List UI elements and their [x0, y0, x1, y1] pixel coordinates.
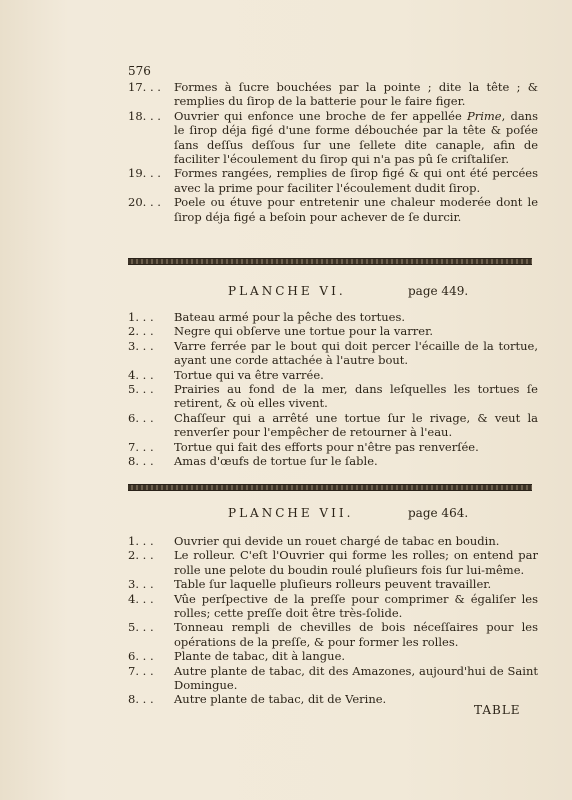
- list-item: [128, 440, 538, 454]
- item-number: 2. . .: [128, 324, 154, 339]
- item-text: Poele ou étuve pour entretenir une chaleur moderée dont le ſirop déja figé a beſoin pour achever de ſe durcir.: [174, 195, 538, 224]
- item-number: 17. . .: [128, 80, 161, 94]
- item-text-part: Ouvrier qui enfonce une broche de fer appellée: [174, 108, 467, 123]
- list-item: [128, 548, 538, 577]
- list-item: [128, 339, 538, 368]
- item-number: 5. . .: [128, 382, 154, 397]
- ornamental-rule: [128, 484, 532, 491]
- item-number: 20. . .: [128, 195, 161, 210]
- top-item-list: [128, 80, 538, 224]
- item-number: 7. . .: [128, 439, 154, 454]
- item-number: 8. . .: [128, 454, 154, 469]
- item-text: Amas d'œufs de tortue ſur le ſable.: [174, 454, 378, 469]
- section-title: PLANCHE VI.: [228, 284, 346, 298]
- list-item: [128, 620, 538, 649]
- item-text: Tonneau rempli de chevilles de bois néceſſaires pour les opérations de la preſſe, & pour former les rolles.: [174, 620, 538, 649]
- item-text: Prairies au fond de la mer, dans leſquelles les tortues ſe retirent, & où elles vivent.: [174, 382, 538, 411]
- list-item: [128, 577, 538, 591]
- list-item: [128, 195, 538, 224]
- item-text: Formes rangées, remplies de ſirop figé & qui ont été percées avec la prime pour faciliter l'écoulement dudit ſirop.: [174, 166, 538, 195]
- list-item: [128, 649, 538, 663]
- item-number: 6. . .: [128, 410, 154, 425]
- item-text: Formes à ſucre bouchées par la pointe ; dite la tête ; & remplies du ſirop de la batterie pour le faire figer.: [174, 80, 538, 109]
- item-number: 7. . .: [128, 663, 154, 678]
- list-item: [128, 534, 538, 548]
- list-item: [128, 454, 538, 468]
- item-text: Autre plante de tabac, dit de Verine.: [174, 692, 387, 707]
- list-item: [128, 80, 538, 109]
- item-number: 19. . .: [128, 166, 161, 181]
- item-number: 3. . .: [128, 577, 154, 592]
- item-text-italic: Prime: [466, 108, 502, 123]
- ornamental-rule: [128, 258, 532, 265]
- item-number: 1. . .: [128, 310, 154, 324]
- list-item: [128, 310, 538, 324]
- item-number: 4. . .: [128, 367, 154, 382]
- item-text: Tortue qui va être varrée.: [174, 367, 324, 382]
- list-item: [128, 109, 538, 167]
- item-number: 3. . .: [128, 338, 154, 353]
- planche-vii-list: [128, 534, 538, 707]
- list-item: [128, 411, 538, 440]
- list-item: [128, 324, 538, 338]
- item-text: Tortue qui fait des efforts pour n'être pas renverſée.: [174, 439, 479, 454]
- section-page-ref: page 464.: [408, 506, 469, 520]
- item-number: 18. . .: [128, 108, 161, 123]
- item-text: Negre qui obſerve une tortue pour la varrer.: [174, 324, 433, 339]
- list-item: [128, 592, 538, 621]
- item-text: Plante de tabac, dit à langue.: [174, 649, 346, 664]
- item-text: Chaſſeur qui a arrêté une tortue ſur le rivage, & veut la renverſer pour l'empêcher de retourner à l'eau.: [174, 410, 538, 440]
- list-item: [128, 166, 538, 195]
- list-item: [128, 664, 538, 693]
- item-text: Table ſur laquelle pluſieurs rolleurs peuvent travailler.: [174, 577, 492, 592]
- item-number: 2. . .: [128, 548, 154, 563]
- item-text: Autre plante de tabac, dit des Amazones, aujourd'hui de Saint Domingue.: [174, 663, 538, 693]
- page-number: 576: [128, 64, 151, 78]
- item-text: [174, 109, 538, 167]
- item-text: Varre ferrée par le bout qui doit percer l'écaille de la tortue, ayant une corde attachée à l'autre bout.: [174, 338, 538, 368]
- list-item: [128, 368, 538, 382]
- item-number: 4. . .: [128, 591, 154, 606]
- item-number: 1. . .: [128, 534, 154, 548]
- item-number: 8. . .: [128, 692, 154, 707]
- item-text: Ouvrier qui devide un rouet chargé de tabac en boudin.: [174, 534, 500, 548]
- item-text: Vûe perſpective de la preſſe pour comprimer & égaliſer les rolles; cette preſſe doit être très-ſolide.: [174, 591, 538, 621]
- planche-vi-list: [128, 310, 538, 468]
- item-text-part: , dans le ſirop déja figé d'une forme débouchée par la tête & poſée ſans deſſus deſſous ſur une ſellete dite canaple, afin de faciliter l'écoulement du ſirop qui n'a pas pû ſe criſtaliſer.: [174, 108, 538, 167]
- item-number: 6. . .: [128, 649, 154, 664]
- section-title: PLANCHE VII.: [228, 506, 354, 520]
- item-text: Le rolleur. C'eſt l'Ouvrier qui forme les rolles; on entend par rolle une pelote du boudin roulé pluſieurs fois ſur lui-même.: [174, 548, 538, 577]
- item-text: Bateau armé pour la pêche des tortues.: [174, 310, 406, 324]
- section-page-ref: page 449.: [408, 284, 469, 298]
- item-number: 5. . .: [128, 620, 154, 635]
- catchword: TABLE: [474, 703, 521, 717]
- list-item: [128, 382, 538, 411]
